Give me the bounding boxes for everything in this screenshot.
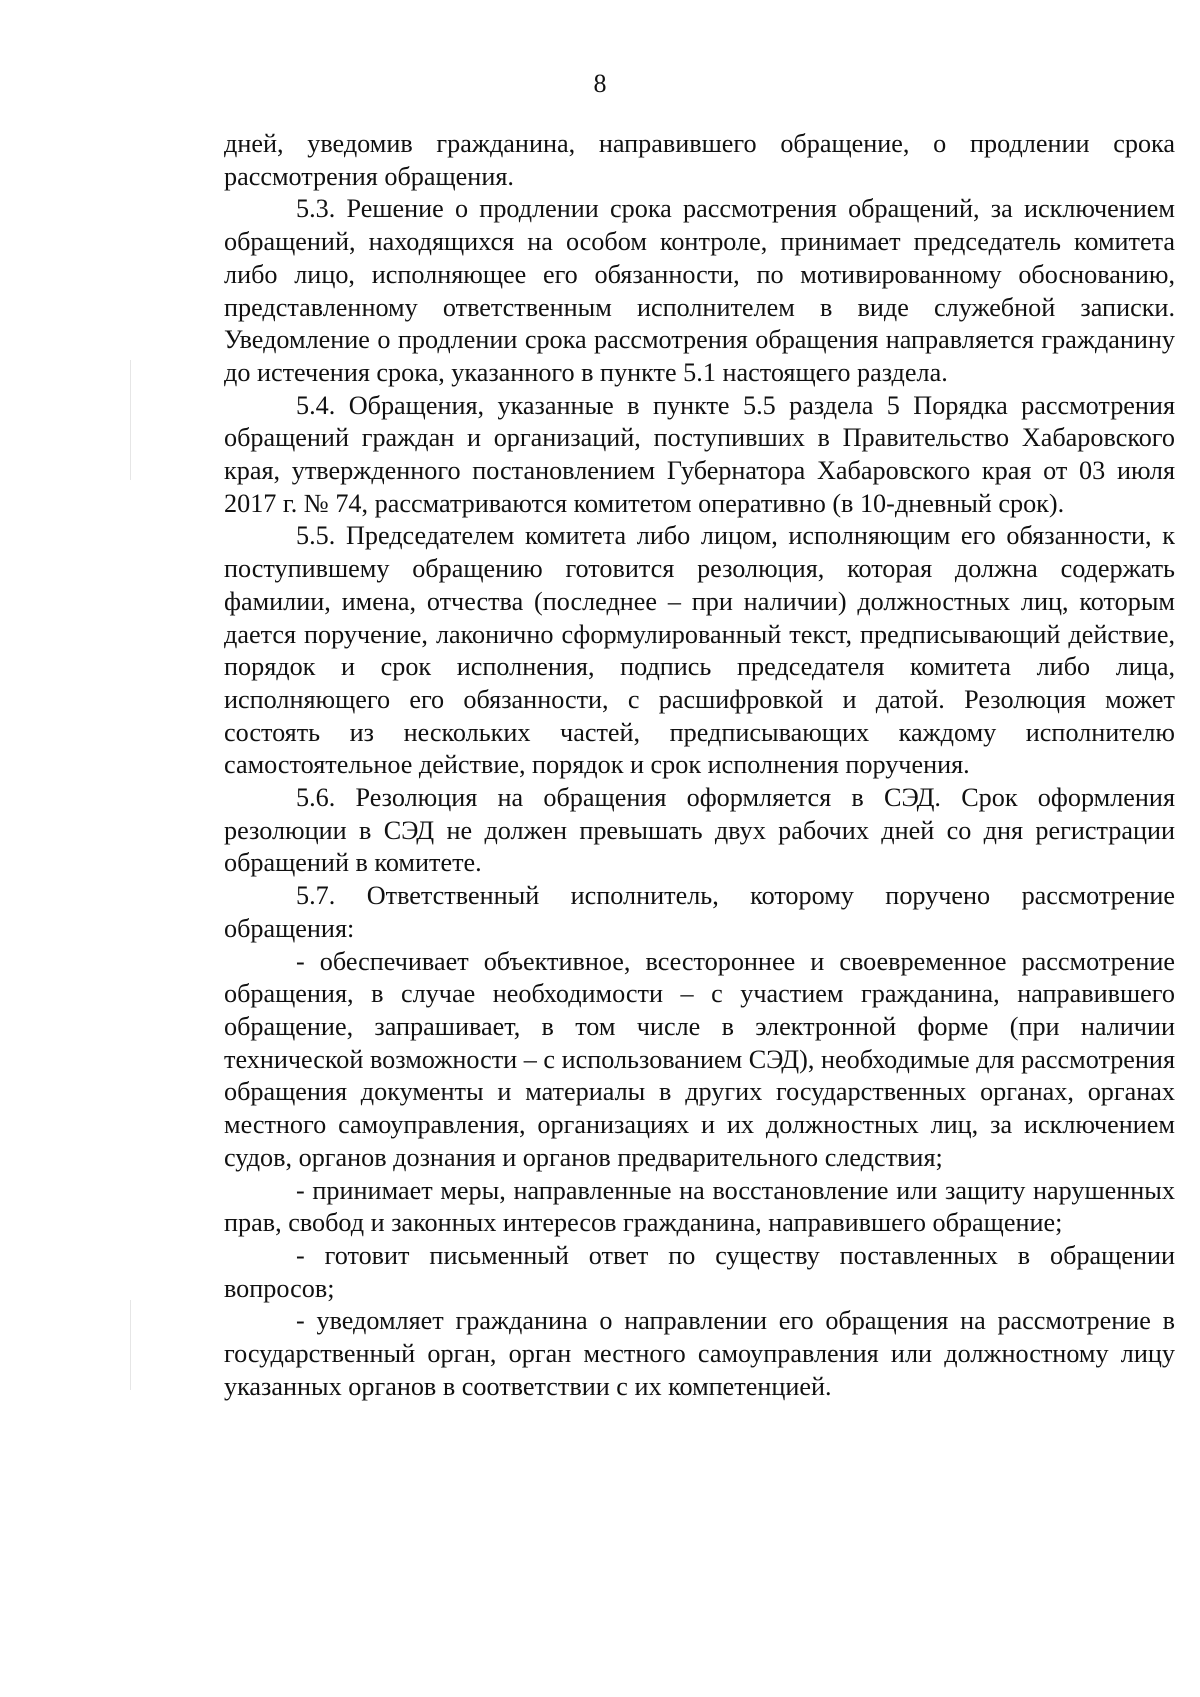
- scan-margin-line: [130, 1300, 131, 1390]
- scan-margin-line: [130, 360, 131, 480]
- list-item: - уведомляет гражданина о направлении его обращения на рассмотрение в государственный орган, орган местного самоуправления или должностному лицу указанных органов в соответствии с их компетенцией.: [224, 1306, 1175, 1401]
- paragraph-continuation: дней, уведомив гражданина, направившего обращение, о продлении срока рассмотрения обращения.: [224, 129, 1175, 191]
- paragraph-5-6: 5.6. Резолюция на обращения оформляется в СЭД. Срок оформления резолюции в СЭД не должен превышать двух рабочих дней со дня регистрации обращений в комитете.: [224, 783, 1175, 878]
- paragraph-5-4: 5.4. Обращения, указанные в пункте 5.5 раздела 5 Порядка рассмотрения обращений граждан и организаций, поступивших в Правительство Хабаровского края, утвержденного постановлением Губернатора Хабаровского края от 03 июля 2017 г. № 74, рассматриваются комитетом оперативно (в 10-дневный срок).: [224, 390, 1175, 518]
- list-item: - принимает меры, направленные на восстановление или защиту нарушенных прав, свобод и законных интересов гражданина, направившего обращение;: [224, 1175, 1175, 1238]
- page-number: 8: [593, 69, 607, 98]
- list-item: - готовит письменный ответ по существу поставленных в обращении вопросов;: [224, 1240, 1175, 1303]
- paragraph-5-5: 5.5. Председателем комитета либо лицом, исполняющим его обязанности, к поступившему обращению готовится резолюция, которая должна содержать фамилии, имена, отчества (последнее – при наличии) должностных лиц, которым дается поручение, лаконично сформулированный текст, предписывающий действие, порядок и срок исполнения, подпись председателя комитета либо лица, исполняющего его обязанности, с расшифровкой и датой. Резолюция может состоять из нескольких частей, предписывающих каждому исполнителю самостоятельное действие, порядок и срок исполнения поручения.: [224, 521, 1175, 780]
- list-item: - обеспечивает объективное, всестороннее и своевременное рассмотрение обращения, в случае необходимости – с участием гражданина, направившего обращение, запрашивает, в том числе в электронной форме (при наличии технической возможности – с использованием СЭД), необходимые для рассмотрения обращения документы и материалы в других государственных органах, органах местного самоуправления, организациях и их должностных лиц, за исключением судов, органов дознания и органов предварительного следствия;: [224, 946, 1175, 1172]
- paragraph-5-7: 5.7. Ответственный исполнитель, которому поручено рассмотрение обращения:: [224, 881, 1175, 943]
- paragraph-5-3: 5.3. Решение о продлении срока рассмотрения обращений, за исключением обращений, находящихся на особом контроле, принимает председатель комитета либо лицо, исполняющее его обязанности, по мотивированному обоснованию, представленному ответственным исполнителем в виде служебной записки. Уведомление о продлении срока рассмотрения обращения направляется гражданину до истечения срока, указанного в пункте 5.1 настоящего раздела.: [224, 194, 1175, 387]
- document-body: [224, 128, 1175, 1403]
